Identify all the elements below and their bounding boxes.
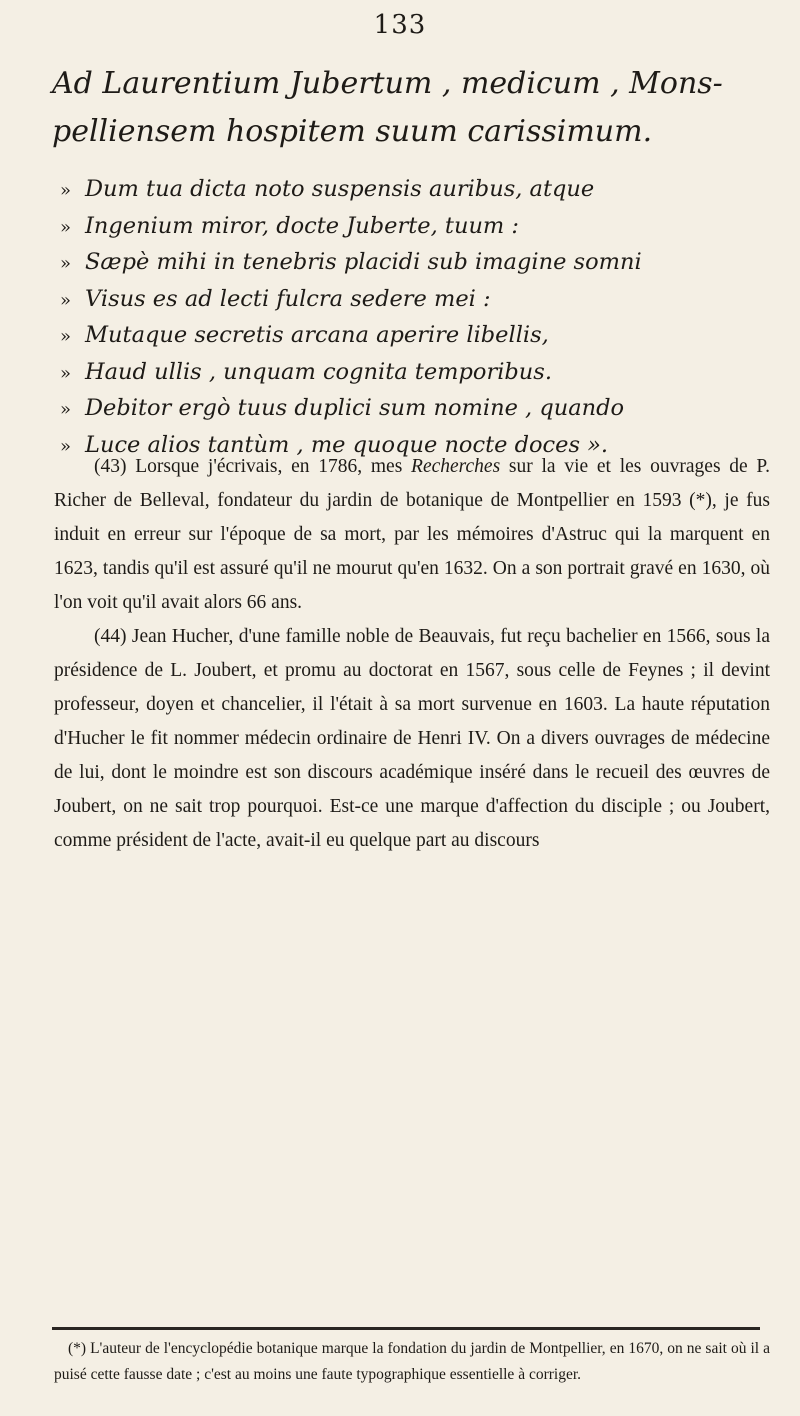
quote-mark: » <box>60 399 72 420</box>
quote-mark: » <box>60 289 72 311</box>
verse-text: Haud ullis , unquam cognita temporibus. <box>85 358 552 385</box>
paragraph-text: Lorsque j'écrivais, en 1786, mes <box>135 456 412 477</box>
verse-line <box>60 282 770 319</box>
quote-mark: » <box>60 362 72 384</box>
page-number: 133 <box>373 10 427 40</box>
verse-text: Luce alios tantùm , me quoque nocte doces ». <box>85 431 609 458</box>
verse-text: Sæpè mihi in tenebris placidi sub imagine somni <box>85 249 642 275</box>
verse-text: Visus es ad lecti fulcra sedere mei : <box>85 285 491 312</box>
paragraph-44 <box>54 620 770 858</box>
poem-title-line-2: pelliensem hospitem suum carissimum. <box>52 114 653 149</box>
note-number: (44) <box>94 626 127 647</box>
verse-text: Ingenium miror, docte Juberte, tuum : <box>85 212 519 239</box>
quote-mark: » <box>60 216 72 238</box>
quote-mark: » <box>60 180 72 201</box>
paragraph-43 <box>54 450 770 620</box>
verse-line <box>60 245 770 282</box>
paragraph-text: sur la vie et les ouvrages de P. Richer de Belleval, fondateur du jardin de botanique de Montpellier en 1593 (*), je fus induit en erreur sur l'époque de sa mort, par les mémoires d'Astruc qui la marquent en 1623, tandis qu'il est assuré qu'il ne mourut qu'en 1632. On a son portrait gravé en 1630, où l'on voit qu'il avait alors 66 ans. <box>54 456 770 613</box>
verse-line <box>60 391 770 428</box>
paragraph-text: Jean Hucher, d'une famille noble de Beauvais, fut reçu bachelier en 1566, sous la présidence de L. Joubert, et promu au doctorat en 1567, sous celle de Feynes ; il devint professeur, doyen et chancelier, il l'était à sa mort survenue en 1603. La haute réputation d'Hucher le fit nommer médecin ordinaire de Henri IV. On a divers ouvrages de médecine de lui, dont le moindre est son discours académique inséré dans le recueil des œuvres de Joubert, on ne sait trop pourquoi. Est-ce une marque d'affection du disciple ; ou Joubert, comme président de l'acte, avait-il eu quelque part au discours <box>54 626 771 851</box>
body-text <box>54 450 770 858</box>
verse-text: Debitor ergò tuus duplici sum nomine , quando <box>85 395 625 421</box>
poem-title <box>52 60 760 156</box>
quote-mark: » <box>60 253 72 274</box>
verse-text: Mutaque secretis arcana aperire libellis, <box>85 322 549 348</box>
verse-line <box>60 318 770 355</box>
quote-mark: » <box>60 435 72 457</box>
footnote-divider <box>52 1327 760 1330</box>
poem-verses <box>60 172 770 464</box>
quote-mark: » <box>60 326 72 347</box>
verse-line <box>60 355 770 392</box>
footnote: (*) L'auteur de l'encyclopédie botanique marque la fondation du jardin de Montpellier, en 1670, on ne sait où il a puisé cette fausse date ; c'est au moins une faute typographique essentielle à corriger. <box>54 1340 770 1383</box>
verse-text: Dum tua dicta noto suspensis auribus, atque <box>85 176 595 202</box>
verse-line <box>60 172 770 209</box>
verse-line <box>60 209 770 246</box>
note-number: (43) <box>94 456 127 477</box>
book-title: Recherches <box>411 456 501 477</box>
poem-title-line-1: Ad Laurentium Jubertum , medicum , Mons- <box>52 66 723 101</box>
